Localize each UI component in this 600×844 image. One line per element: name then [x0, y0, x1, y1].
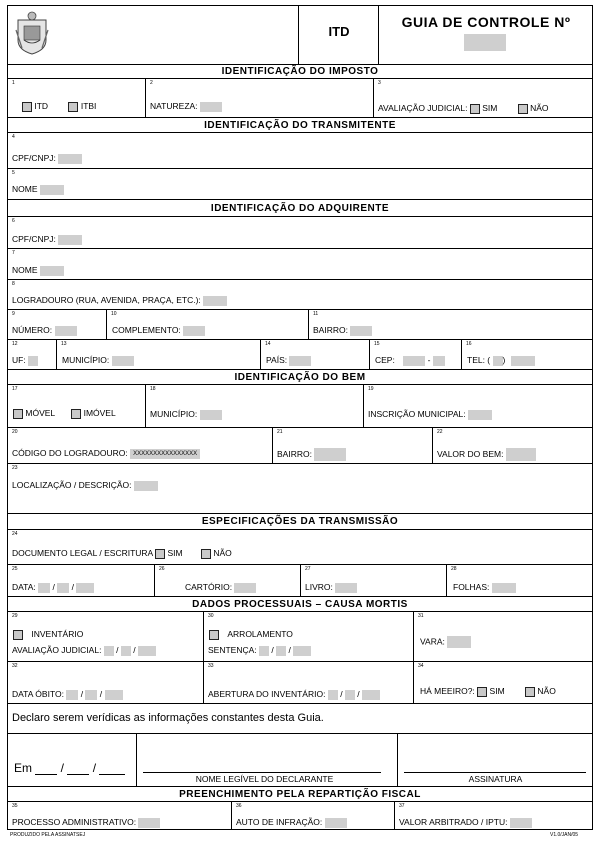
em-label: Em: [14, 761, 32, 775]
field-number: 10: [111, 311, 117, 317]
field-number: 12: [12, 341, 18, 347]
declaracao-row: [8, 704, 592, 734]
pais-label: PAÍS:: [266, 355, 288, 365]
field-number: 1: [12, 80, 15, 86]
fiscal-row: [8, 802, 592, 830]
itbi-checkbox[interactable]: [68, 102, 78, 112]
field-number: 2: [150, 80, 153, 86]
cpf-label: CPF/CNPJ:: [12, 234, 56, 244]
valor-label: VALOR DO BEM:: [437, 448, 504, 459]
codigo-logradouro-field[interactable]: XXXXXXXXXXXXXXXX: [130, 449, 200, 459]
meeiro-nao-checkbox[interactable]: [525, 687, 535, 697]
municipio-cell: [56, 340, 260, 369]
nao-label: NÃO: [213, 548, 232, 558]
adquirente-uf-row: [8, 340, 592, 370]
inventario-checkbox[interactable]: [13, 630, 23, 640]
valor-arbitrado-cell: [394, 802, 592, 830]
nao-label: NÃO: [530, 103, 549, 113]
bairro-label: BAIRRO:: [313, 325, 348, 335]
adquirente-logradouro-field[interactable]: [203, 296, 227, 306]
numero-field[interactable]: [55, 326, 77, 336]
field-number: 7: [12, 250, 15, 256]
field-number: 26: [159, 566, 165, 572]
bem-row-1: [8, 385, 592, 428]
field-number: 20: [12, 429, 18, 435]
inventario-cell: 29 INVENTÁRIO AVALIAÇÃO JUDICIAL: / /: [8, 612, 203, 661]
adquirente-municipio-field[interactable]: [112, 356, 134, 366]
imovel-label: IMÓVEL: [83, 408, 116, 418]
adquirente-logradouro-row: [8, 280, 592, 310]
valor-arbitrado-field[interactable]: [510, 818, 532, 828]
meeiro-sim-checkbox[interactable]: [477, 687, 487, 697]
coat-of-arms-logo: [14, 10, 50, 56]
bairro-cell: [308, 310, 592, 339]
sim-label: SIM: [489, 686, 505, 696]
data-month-field[interactable]: [57, 583, 69, 593]
data-cell: 25 DATA: / /: [8, 565, 154, 596]
nome-label: NOME: [12, 265, 38, 275]
field-number: 28: [451, 566, 457, 572]
data-year-field[interactable]: [76, 583, 94, 593]
section-adquirente-title: IDENTIFICAÇÃO DO ADQUIRENTE: [8, 200, 592, 217]
processuais-row-1: [8, 612, 592, 662]
codigo-label: CÓDIGO DO LOGRADOURO:: [12, 448, 128, 458]
obito-month-field[interactable]: [85, 690, 97, 700]
sentenca-day-field[interactable]: [259, 646, 269, 656]
sim-label: SIM: [482, 103, 498, 113]
cartorio-label: CARTÓRIO:: [185, 582, 233, 592]
field-number: 9: [12, 311, 15, 317]
arrolamento-cell: 30 ARROLAMENTO SENTENÇA: / /: [203, 612, 413, 661]
natureza-cell: [145, 79, 373, 117]
itbi-label: ITBI: [80, 101, 97, 111]
field-number: 27: [305, 566, 311, 572]
auto-infracao-cell: [231, 802, 394, 830]
bem-bairro-field[interactable]: [314, 448, 346, 461]
tel-field[interactable]: [511, 356, 535, 366]
natureza-label: NATUREZA:: [150, 101, 198, 111]
numero-cell: [8, 310, 106, 339]
documento-label: DOCUMENTO LEGAL / ESCRITURA: [12, 548, 153, 558]
adquirente-bairro-field[interactable]: [350, 326, 372, 336]
cep-separator: -: [427, 355, 431, 365]
valor-bem-cell: [432, 428, 592, 463]
valor-arbitrado-label: VALOR ARBITRADO / IPTU:: [399, 817, 508, 827]
nao-label: NÃO: [537, 686, 556, 696]
nome-declarante-line[interactable]: [143, 756, 381, 773]
section-bem-title: IDENTIFICAÇÃO DO BEM: [8, 370, 592, 385]
folhas-label: FOLHAS:: [453, 582, 490, 592]
nome-declarante-cell: [136, 734, 397, 786]
movel-label: MÓVEL: [25, 408, 55, 418]
vara-label: VARA:: [420, 636, 445, 647]
field-number: 3: [378, 80, 381, 86]
field-number: 24: [12, 531, 18, 537]
field-number: 25: [12, 566, 18, 572]
field-number: 22: [437, 429, 443, 435]
section-fiscal-title: PREENCHIMENTO PELA REPARTIÇÃO FISCAL: [8, 787, 592, 802]
data-label: DATA:: [12, 582, 36, 592]
transmitente-nome-row: [8, 169, 592, 200]
itd-label: ITD: [34, 101, 49, 111]
folhas-field[interactable]: [492, 583, 516, 593]
cartorio-cell: [154, 565, 300, 596]
itd-cell: [298, 6, 378, 64]
bairro-label: BAIRRO:: [277, 448, 312, 459]
field-number: 17: [12, 386, 18, 392]
guia-controle-title: GUIA DE CONTROLE Nº: [401, 14, 571, 30]
tel-cell: [461, 340, 592, 369]
uf-label: UF:: [12, 355, 26, 365]
ddd-field[interactable]: [493, 356, 503, 366]
cep-cell: [369, 340, 461, 369]
uf-cell: [8, 340, 56, 369]
em-year-line[interactable]: [99, 762, 125, 775]
em-month-line[interactable]: [67, 762, 89, 775]
inscricao-label: INSCRIÇÃO MUNICIPAL:: [368, 409, 466, 419]
em-day-line[interactable]: [35, 762, 57, 775]
field-number: 34: [418, 663, 424, 669]
field-number: 37: [399, 803, 405, 809]
avaliacao-day-field[interactable]: [104, 646, 114, 656]
field-number: 16: [466, 341, 472, 347]
data-obito-cell: 32 DATA ÓBITO: / /: [8, 662, 203, 703]
tipo-imposto-cell: [8, 79, 145, 117]
adquirente-nome-row: [8, 249, 592, 280]
avaliacao-label: AVALIAÇÃO JUDICIAL:: [12, 645, 102, 655]
nome-declarante-label: NOME LEGÍVEL DO DECLARANTE: [195, 774, 334, 784]
field-number: 5: [12, 170, 15, 176]
section-transmitente-title: IDENTIFICAÇÃO DO TRANSMITENTE: [8, 118, 592, 133]
avaliacao-label: AVALIAÇÃO JUDICIAL:: [378, 103, 468, 113]
codigo-logradouro-cell: [8, 428, 272, 463]
itd-title: ITD: [328, 24, 350, 39]
pais-cell: [260, 340, 369, 369]
meeiro-label: HÁ MEEIRO?:: [420, 686, 475, 696]
bem-municipio-field[interactable]: [200, 410, 222, 420]
field-number: 13: [61, 341, 67, 347]
field-number: 18: [150, 386, 156, 392]
footer-version: V1.0/JAN/05: [550, 832, 579, 838]
transmissao-detalhes-row: [8, 565, 592, 597]
field-number: 6: [12, 218, 15, 224]
abertura-year-field[interactable]: [362, 690, 380, 700]
assinatura-row: [8, 734, 592, 787]
assinatura-cell: [397, 734, 592, 786]
field-number: 33: [208, 663, 214, 669]
adquirente-nome-field[interactable]: [40, 266, 64, 276]
field-number: 21: [277, 429, 283, 435]
livro-cell: [300, 565, 446, 596]
municipio-label: MUNICÍPIO:: [62, 355, 110, 365]
documento-row: [8, 530, 592, 565]
section-imposto-title: IDENTIFICAÇÃO DO IMPOSTO: [8, 65, 592, 79]
guia-number-field[interactable]: [464, 34, 506, 51]
field-number: 31: [418, 613, 424, 619]
natureza-field[interactable]: [200, 102, 222, 112]
field-number: 30: [208, 613, 214, 619]
obito-day-field[interactable]: [66, 690, 78, 700]
numero-label: NÚMERO:: [12, 325, 53, 335]
processo-field[interactable]: [138, 818, 160, 828]
data-obito-label: DATA ÓBITO:: [12, 689, 64, 699]
cep-label: CEP:: [375, 355, 395, 365]
processo-cell: [8, 802, 231, 830]
field-number: 35: [12, 803, 18, 809]
logradouro-label: LOGRADOURO (RUA, AVENIDA, PRAÇA, ETC.):: [12, 295, 201, 305]
arrolamento-label: ARROLAMENTO: [227, 629, 293, 639]
form-header: [8, 6, 592, 65]
municipio-label: MUNICÍPIO:: [150, 409, 198, 419]
abertura-month-field[interactable]: [345, 690, 355, 700]
movel-checkbox[interactable]: [13, 409, 23, 419]
cep-field-2[interactable]: [433, 356, 445, 366]
transmitente-nome-field[interactable]: [40, 185, 64, 195]
sentenca-month-field[interactable]: [276, 646, 286, 656]
uf-field[interactable]: [28, 356, 38, 366]
livro-field[interactable]: [335, 583, 357, 593]
em-cell: Em / /: [8, 734, 136, 786]
field-number: 15: [374, 341, 380, 347]
complemento-field[interactable]: [183, 326, 205, 336]
localizacao-field[interactable]: [134, 481, 158, 491]
pais-field[interactable]: [289, 356, 311, 366]
arrolamento-checkbox[interactable]: [209, 630, 219, 640]
field-number: 11: [313, 311, 319, 317]
avaliacao-sim-checkbox[interactable]: [470, 104, 480, 114]
vara-cell: [413, 612, 592, 661]
bem-row-2: [8, 428, 592, 464]
valor-bem-field[interactable]: [506, 448, 536, 461]
avaliacao-cell: [373, 79, 592, 117]
cartorio-field[interactable]: [234, 583, 256, 593]
avaliacao-nao-checkbox[interactable]: [518, 104, 528, 114]
abertura-label: ABERTURA DO INVENTÁRIO:: [208, 689, 326, 699]
nome-label: NOME: [12, 184, 38, 194]
field-number: 14: [265, 341, 271, 347]
tel-label: TEL: (: [467, 355, 491, 365]
complemento-cell: [106, 310, 308, 339]
documento-sim-checkbox[interactable]: [155, 549, 165, 559]
declaracao-text: Declaro serem verídicas as informações constantes desta Guia.: [12, 712, 324, 724]
auto-infracao-label: AUTO DE INFRAÇÃO:: [236, 817, 323, 827]
assinatura-label: ASSINATURA: [468, 774, 523, 784]
bem-localizacao-row: [8, 464, 592, 514]
transmitente-cpf-field[interactable]: [58, 154, 82, 164]
adquirente-cpf-field[interactable]: [58, 235, 82, 245]
itd-form: [7, 5, 593, 830]
tel-close-paren: ): [502, 355, 506, 365]
auto-infracao-field[interactable]: [325, 818, 347, 828]
assinatura-line[interactable]: [404, 756, 586, 773]
processo-label: PROCESSO ADMINISTRATIVO:: [12, 817, 137, 827]
guia-controle-cell: [378, 6, 592, 64]
tipo-bem-cell: [8, 385, 145, 427]
livro-label: LIVRO:: [305, 582, 333, 592]
bem-municipio-cell: [145, 385, 363, 427]
complemento-label: COMPLEMENTO:: [112, 325, 181, 335]
vara-field[interactable]: [447, 636, 471, 648]
meeiro-cell: [413, 662, 592, 703]
folhas-cell: [446, 565, 592, 596]
sim-label: SIM: [167, 548, 183, 558]
adquirente-numero-row: [8, 310, 592, 340]
processuais-row-2: [8, 662, 592, 704]
imposto-row: [8, 79, 592, 118]
field-number: 23: [12, 465, 18, 471]
itd-checkbox[interactable]: [22, 102, 32, 112]
footer-produzido: PRODUZIDO PELA ASSINATSEJ: [10, 832, 86, 838]
abertura-day-field[interactable]: [328, 690, 338, 700]
abertura-cell: 33 ABERTURA DO INVENTÁRIO: / /: [203, 662, 413, 703]
data-day-field[interactable]: [38, 583, 50, 593]
inscricao-cell: [363, 385, 592, 427]
field-number: 29: [12, 613, 18, 619]
sentenca-label: SENTENÇA:: [208, 645, 257, 655]
sentenca-year-field[interactable]: [293, 646, 311, 656]
imovel-checkbox[interactable]: [71, 409, 81, 419]
avaliacao-month-field[interactable]: [121, 646, 131, 656]
inventario-label: INVENTÁRIO: [31, 629, 84, 639]
field-number: 4: [12, 134, 15, 140]
section-transmissao-title: ESPECIFICAÇÕES DA TRANSMISSÃO: [8, 514, 592, 530]
bem-bairro-cell: [272, 428, 432, 463]
section-processuais-title: DADOS PROCESSUAIS – CAUSA MORTIS: [8, 597, 592, 612]
cpf-label: CPF/CNPJ:: [12, 153, 56, 163]
inscricao-field[interactable]: [468, 410, 492, 420]
adquirente-cpf-row: [8, 217, 592, 249]
field-number: 19: [368, 386, 374, 392]
obito-year-field[interactable]: [105, 690, 123, 700]
field-number: 32: [12, 663, 18, 669]
localizacao-label: LOCALIZAÇÃO / DESCRIÇÃO:: [12, 480, 132, 490]
field-number: 8: [12, 281, 15, 287]
cep-field-1[interactable]: [403, 356, 425, 366]
transmitente-cpf-row: [8, 133, 592, 169]
field-number: 36: [236, 803, 242, 809]
avaliacao-year-field[interactable]: [138, 646, 156, 656]
documento-nao-checkbox[interactable]: [201, 549, 211, 559]
